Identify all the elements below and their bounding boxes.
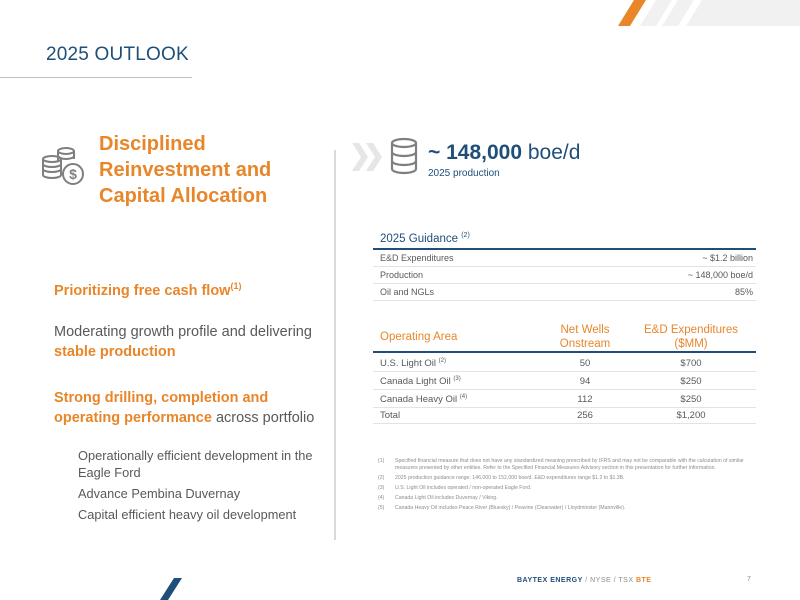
guidance-title-text: 2025 Guidance bbox=[380, 232, 459, 245]
guidance-label: E&D Expenditures bbox=[380, 253, 454, 263]
exchange-tsx: TSX bbox=[618, 577, 634, 584]
page-number: 7 bbox=[747, 576, 751, 583]
footnote: (5) Canada Heavy Oil includes Peace River (Bluesky) / Peavine (Clearwater) / Lloydminster (Mannville). bbox=[378, 505, 626, 511]
guidance-row bbox=[373, 267, 756, 284]
footnote-ref: (1) bbox=[230, 281, 242, 291]
bullet-free-cash-flow bbox=[54, 276, 329, 301]
bullet-highlight: Strong drilling, completion and operating performance bbox=[54, 390, 269, 426]
slide-title: 2025 OUTLOOK bbox=[46, 44, 189, 65]
column-header-wells: Net Wells Onstream bbox=[559, 324, 611, 350]
bullet-stable-production bbox=[54, 322, 329, 362]
column-header-expenditures: E&D Expenditures ($MM) bbox=[644, 324, 738, 350]
expenditures: $700 bbox=[680, 358, 702, 369]
net-wells: 50 bbox=[579, 358, 591, 369]
expenditures: $1,200 bbox=[676, 410, 706, 421]
svg-text:$: $ bbox=[69, 166, 77, 182]
brand-name: BAYTEX ENERGY bbox=[517, 577, 583, 584]
footnote: (2) 2025 production guidance range: 146,000 to 152,000 boe/d. E&D expenditures range $1.2 to $1.3B. bbox=[378, 475, 625, 481]
guidance-value: ~ 148,000 boe/d bbox=[687, 270, 753, 280]
footnote: (4) Canada Light Oil includes Duvernay / Viking. bbox=[378, 495, 498, 501]
production-value: ~ 148,000 bbox=[428, 141, 523, 164]
expenditures: $250 bbox=[680, 376, 702, 387]
operating-row bbox=[373, 354, 756, 372]
production-caption: 2025 production bbox=[428, 168, 500, 179]
production-unit: boe/d bbox=[522, 141, 581, 164]
header-stripes-decoration bbox=[520, 0, 800, 26]
operating-total-row bbox=[373, 406, 756, 424]
area-name: Canada Heavy Oil $^{(4)}$ bbox=[380, 394, 468, 406]
footnote: (3) U.S. Light Oil includes operated / non-operated Eagle Ford. bbox=[378, 485, 532, 491]
coins-dollar-icon bbox=[40, 145, 86, 187]
column-header-area: Operating Area bbox=[380, 331, 458, 343]
guidance-label: Oil and NGLs bbox=[380, 287, 435, 297]
expenditures: $250 bbox=[680, 394, 702, 405]
brand-footer: BAYTEX ENERGY / NYSE / TSX BTE bbox=[517, 577, 652, 584]
bullet-text: Moderating growth profile and delivering bbox=[54, 324, 312, 340]
guidance-table-title bbox=[380, 232, 470, 245]
guidance-value: ~ $1.2 billion bbox=[702, 253, 753, 263]
area-name: Total bbox=[380, 410, 401, 421]
exchange-nyse: NYSE bbox=[590, 577, 612, 584]
footnotes bbox=[378, 458, 760, 515]
net-wells: 112 bbox=[577, 394, 593, 405]
footnote-ref: (2) bbox=[461, 232, 470, 239]
bullet-text: across portfolio bbox=[211, 410, 315, 426]
sub-bullet: Capital efficient heavy oil development bbox=[78, 507, 297, 522]
operating-row bbox=[373, 372, 756, 390]
bullet-operating-performance bbox=[54, 388, 329, 428]
sub-bullet: Operationally efficient development in the Eagle Ford bbox=[78, 448, 313, 480]
net-wells: 94 bbox=[579, 376, 591, 387]
area-name: Canada Light Oil $^{(3)}$ bbox=[380, 376, 461, 388]
section-heading: Disciplined Reinvestment and Capital Allocation bbox=[99, 133, 272, 207]
guidance-value: 85% bbox=[734, 287, 753, 297]
operating-table-header bbox=[373, 320, 756, 353]
sub-bullet: Advance Pembina Duvernay bbox=[78, 486, 241, 501]
title-rule bbox=[0, 77, 192, 78]
column-divider bbox=[334, 150, 336, 540]
sub-bullet-list bbox=[78, 447, 330, 527]
guidance-row bbox=[373, 284, 756, 301]
net-wells: 256 bbox=[577, 410, 593, 421]
area-name: U.S. Light Oil $^{(2)}$ bbox=[380, 358, 446, 370]
ticker-symbol: BTE bbox=[635, 577, 652, 584]
bullet-highlight: stable production bbox=[54, 344, 176, 360]
bullet-highlight: Prioritizing free cash flow bbox=[54, 282, 231, 299]
barrel-stack-icon bbox=[389, 137, 419, 177]
guidance-row bbox=[373, 250, 756, 267]
footnote: (1) Specified financial measure that does not have any standardized meaning prescribed by IFRS and may not be comparable with the calculation of similar measures presented by other entities. Refer to the Specified Financial Measures Advisory section in this presentation for further information. bbox=[378, 458, 744, 471]
production-headline bbox=[428, 141, 580, 165]
double-chevron-icon bbox=[352, 143, 384, 171]
guidance-label: Production bbox=[380, 270, 424, 280]
footer-stripe-decoration bbox=[158, 578, 188, 600]
